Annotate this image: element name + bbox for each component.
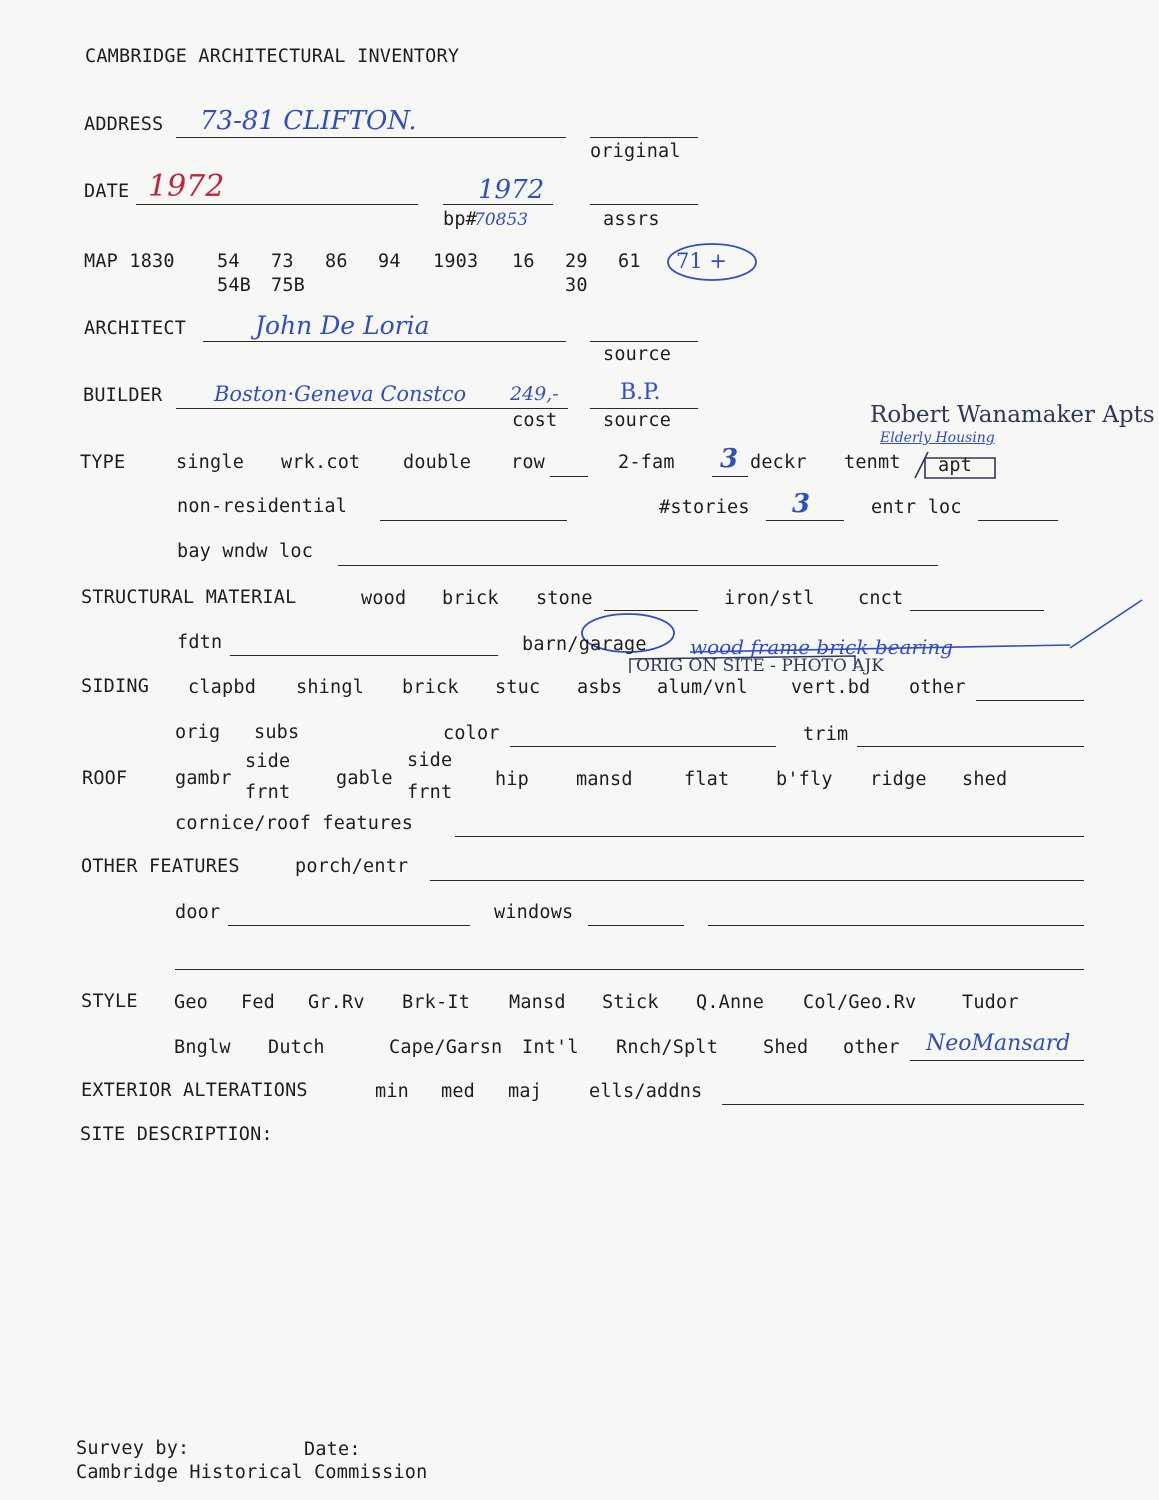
date-label: DATE <box>84 181 130 202</box>
cost-value[interactable]: 249,- <box>510 383 559 405</box>
bp-label: bp# <box>443 209 478 230</box>
style-option[interactable]: Col/Geo.Rv <box>803 992 917 1013</box>
type-option-apt[interactable]: apt <box>938 455 973 476</box>
style-option[interactable]: Gr.Rv <box>308 992 365 1013</box>
architect-source-line <box>590 341 698 342</box>
date-line <box>136 204 418 205</box>
bay-label: bay wndw loc <box>177 541 314 562</box>
siding-option-brick[interactable]: brick <box>402 677 459 698</box>
style-option[interactable]: Int'l <box>522 1037 579 1058</box>
type-option-row[interactable]: row <box>511 452 546 473</box>
siding-option-clapbd[interactable]: clapbd <box>188 677 257 698</box>
color-label: color <box>443 723 500 744</box>
cornice-label: cornice/roof features <box>175 813 414 834</box>
entr-loc-line <box>978 520 1058 521</box>
structural-option-wood[interactable]: wood <box>361 588 407 609</box>
survey-date-label: Date: <box>304 1439 361 1460</box>
entr-loc-label: entr loc <box>871 497 962 518</box>
architect-label: ARCHITECT <box>84 318 187 339</box>
structural-option-ironstl[interactable]: iron/stl <box>724 588 815 609</box>
map-year: 29 <box>565 251 588 272</box>
siding-option-other[interactable]: other <box>909 677 966 698</box>
color-line <box>510 746 776 747</box>
bp-number-value[interactable]: 70853 <box>474 210 529 230</box>
style-option[interactable]: Brk-It <box>402 992 471 1013</box>
style-option[interactable]: Stick <box>602 992 659 1013</box>
map-sub-year: 54B <box>217 275 252 296</box>
map-year: 16 <box>512 251 535 272</box>
map-year: 61 <box>618 251 641 272</box>
style-option[interactable]: Fed <box>241 992 276 1013</box>
nonres-label: non-residential <box>177 496 348 517</box>
features-extra-line <box>175 969 1084 970</box>
gambr-frnt-label: frnt <box>245 782 291 803</box>
trim-label: trim <box>803 724 849 745</box>
deckr-line <box>712 476 748 477</box>
barn-garage-label[interactable]: barn/garage <box>522 634 647 655</box>
windows-label: windows <box>494 902 574 923</box>
date-value[interactable]: 1972 <box>148 169 225 204</box>
siding-option-stuc[interactable]: stuc <box>495 677 541 698</box>
orig-on-site-note[interactable]: ORIG ON SITE - PHOTO AJK <box>636 656 884 676</box>
form-title: CAMBRIDGE ARCHITECTURAL INVENTORY <box>85 46 460 67</box>
style-option[interactable]: Shed <box>763 1037 809 1058</box>
cornice-line <box>455 836 1084 837</box>
architect-line <box>203 341 566 342</box>
stories-label: #stories <box>659 497 750 518</box>
map-year: 86 <box>325 251 348 272</box>
trim-line <box>857 746 1084 747</box>
builder-label: BUILDER <box>83 385 163 406</box>
map-year: 73 <box>271 251 294 272</box>
roof-option-shed[interactable]: shed <box>962 769 1008 790</box>
fdtn-line <box>230 655 498 656</box>
style-other-line <box>910 1060 1084 1061</box>
original-line <box>590 137 698 138</box>
architect-value[interactable]: John De Loria <box>255 311 430 340</box>
commission-name: Cambridge Historical Commission <box>76 1462 428 1483</box>
type-option-double[interactable]: double <box>403 452 472 473</box>
type-option-deckr[interactable]: deckr <box>750 452 807 473</box>
map-year: 54 <box>217 251 240 272</box>
windows-line <box>588 925 684 926</box>
bp-year-value[interactable]: 1972 <box>478 175 545 205</box>
map-year: 94 <box>378 251 401 272</box>
exterior-option-min[interactable]: min <box>375 1081 410 1102</box>
siding-other-line <box>976 700 1084 701</box>
map-year: 1903 <box>433 251 479 272</box>
original-label: original <box>590 141 681 162</box>
style-other-value[interactable]: NeoMansard <box>926 1031 1071 1056</box>
map-sub-year: 30 <box>565 275 588 296</box>
roof-option-hip[interactable]: hip <box>495 769 530 790</box>
fdtn-label: fdtn <box>177 632 223 653</box>
builder-source-value[interactable]: B.P. <box>620 380 661 405</box>
builder-line <box>176 408 568 409</box>
door-label: door <box>175 902 221 923</box>
style-option[interactable]: Geo <box>174 992 209 1013</box>
nonres-line <box>380 520 567 521</box>
exterior-option-maj[interactable]: maj <box>508 1081 543 1102</box>
style-option[interactable]: Mansd <box>509 992 566 1013</box>
door-line <box>228 925 470 926</box>
porch-line <box>430 880 1084 881</box>
cost-label: cost <box>512 410 558 431</box>
type-option-single[interactable]: single <box>176 452 245 473</box>
style-option[interactable]: Q.Anne <box>696 992 765 1013</box>
builder-value[interactable]: Boston·Geneva Constco <box>214 382 467 406</box>
roof-option-gable[interactable]: gable <box>336 768 393 789</box>
assrs-line <box>590 204 698 205</box>
porch-label: porch/entr <box>295 856 409 877</box>
siding-orig[interactable]: orig <box>175 722 221 743</box>
roof-option-ridge[interactable]: ridge <box>870 769 927 790</box>
structural-option-stone[interactable]: stone <box>536 588 593 609</box>
style-option[interactable]: Rnch/Splt <box>616 1037 719 1058</box>
siding-option-alumvnl[interactable]: alum/vnl <box>657 677 748 698</box>
gambr-side-label: side <box>245 751 291 772</box>
structural-label: STRUCTURAL MATERIAL <box>81 587 297 608</box>
type-option-tenmt[interactable]: tenmt <box>844 452 901 473</box>
type-label: TYPE <box>80 452 126 473</box>
gable-side-label: side <box>407 750 453 771</box>
ells-label: ells/addns <box>589 1081 703 1102</box>
map-circled-note[interactable]: 71 + <box>676 249 727 273</box>
exterior-label: EXTERIOR ALTERATIONS <box>81 1080 308 1101</box>
style-option[interactable]: Cape/Garsn <box>389 1037 503 1058</box>
gable-frnt-label: frnt <box>407 782 453 803</box>
roof-label: ROOF <box>82 768 128 789</box>
style-option[interactable]: Bnglw <box>174 1037 231 1058</box>
cnct-line <box>910 610 1044 611</box>
windows-line-2 <box>708 925 1084 926</box>
structural-option-cnct[interactable]: cnct <box>858 588 904 609</box>
project-use-note[interactable]: Elderly Housing <box>880 430 995 446</box>
builder-source-label: source <box>603 410 672 431</box>
bay-line <box>338 565 938 566</box>
map-label: MAP 1830 <box>84 251 175 272</box>
survey-by-label: Survey by: <box>76 1438 190 1459</box>
architect-source-label: source <box>603 344 672 365</box>
barn-note[interactable]: wood frame brick bearing <box>690 635 954 659</box>
address-value[interactable]: 73-81 CLIFTON. <box>200 106 417 136</box>
roof-option-flat[interactable]: flat <box>684 769 730 790</box>
siding-subs[interactable]: subs <box>254 722 300 743</box>
roof-option-gambr[interactable]: gambr <box>175 768 232 789</box>
project-name-note[interactable]: Robert Wanamaker Apts <box>870 402 1155 428</box>
type-option-2fam[interactable]: 2-fam <box>618 452 675 473</box>
siding-label: SIDING <box>81 676 150 697</box>
address-label: ADDRESS <box>84 114 164 135</box>
map-sub-year: 75B <box>271 275 306 296</box>
roof-option-mansd[interactable]: mansd <box>576 769 633 790</box>
style-option[interactable]: Tudor <box>962 992 1019 1013</box>
builder-source-line <box>590 408 698 409</box>
ells-line <box>722 1104 1084 1105</box>
siding-option-asbs[interactable]: asbs <box>577 677 623 698</box>
stories-value[interactable]: 3 <box>792 489 811 519</box>
siding-option-vertbd[interactable]: vert.bd <box>791 677 871 698</box>
assrs-label: assrs <box>603 209 660 230</box>
row-line <box>550 476 588 477</box>
check-stroke-barn <box>1070 600 1142 648</box>
stories-line <box>766 520 844 521</box>
check-stroke-apt <box>915 452 928 478</box>
other-features-label: OTHER FEATURES <box>81 856 240 877</box>
stone-line <box>604 610 698 611</box>
deckr-mark[interactable]: 3 <box>720 444 739 474</box>
exterior-option-med[interactable]: med <box>441 1081 476 1102</box>
structural-option-brick[interactable]: brick <box>442 588 499 609</box>
style-option[interactable]: Dutch <box>268 1037 325 1058</box>
style-other-label: other <box>843 1037 900 1058</box>
roof-option-bfly[interactable]: b'fly <box>776 769 833 790</box>
siding-option-shingl[interactable]: shingl <box>296 677 365 698</box>
address-line <box>176 137 566 138</box>
site-description-label: SITE DESCRIPTION: <box>80 1124 273 1145</box>
style-label: STYLE <box>81 991 138 1012</box>
type-option-wrkcot[interactable]: wrk.cot <box>281 452 361 473</box>
